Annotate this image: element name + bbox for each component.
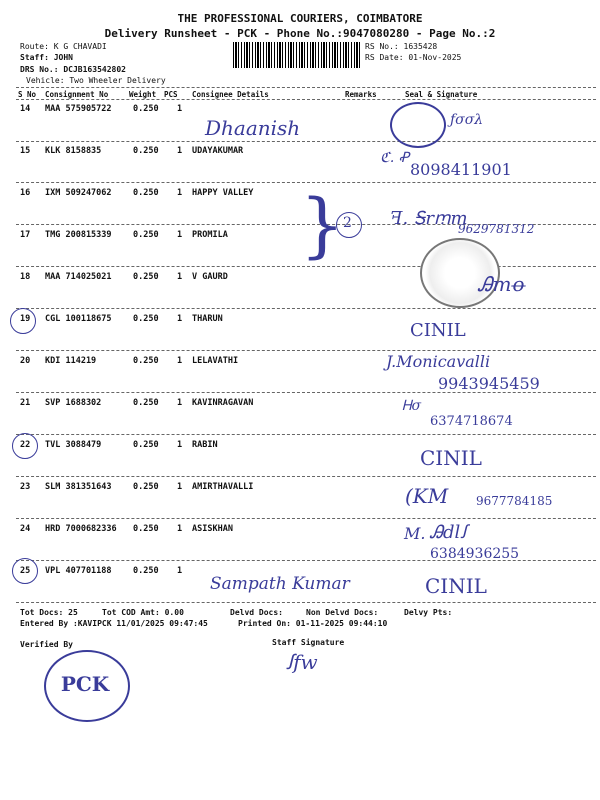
col-seal-signature: Seal & Signature: [405, 90, 478, 99]
row-sno: 17: [20, 230, 31, 240]
divider: [16, 602, 596, 603]
handwritten-signature: ꟻ. Ꭶrꭑm: [390, 208, 468, 229]
row-circle-mark: [10, 308, 36, 334]
row-consignment: IXM 509247062: [45, 188, 112, 198]
divider: [16, 308, 596, 309]
row-consignment: TVL 3088479: [45, 440, 102, 450]
non-delivered-docs: Non Delvd Docs:: [306, 608, 379, 617]
row-weight: 0.250: [133, 524, 159, 534]
handwritten-brace: }: [300, 184, 345, 266]
row-weight: 0.250: [133, 482, 159, 492]
row-consignment: SVP 1688302: [45, 398, 102, 408]
company-title: THE PROFESSIONAL COURIERS, COIMBATORE: [177, 12, 423, 25]
row-consignment: SLM 381351643: [45, 482, 112, 492]
staff-signature-label: Staff Signature: [272, 638, 345, 647]
handwritten-signature: Ꮋσ: [402, 398, 422, 414]
drs-label: DRS No.: DCJB163542802: [20, 65, 126, 74]
row-weight: 0.250: [133, 272, 159, 282]
col-consignment: Consignment No: [45, 90, 109, 99]
staff-label: Staff: JOHN: [20, 53, 73, 62]
handwritten-note: CINIL: [425, 574, 487, 598]
row-weight: 0.250: [133, 356, 159, 366]
row-sno: 25: [20, 566, 31, 576]
row-pcs: 1: [177, 272, 183, 282]
runsheet-subtitle: Delivery Runsheet - PCK - Phone No.:9047080280 - Page No.:2: [104, 27, 496, 40]
row-pcs: 1: [177, 566, 183, 576]
row-sno: 14: [20, 104, 31, 114]
row-pcs: 1: [177, 188, 183, 198]
row-weight: 0.250: [133, 146, 159, 156]
row-pcs: 1: [177, 440, 183, 450]
printed-on: Printed On: 01-11-2025 09:44:10: [238, 619, 388, 628]
row-weight: 0.250: [133, 104, 159, 114]
col-remarks: Remarks: [345, 90, 377, 99]
row-circle-mark: [12, 558, 38, 584]
row-consignment: VPL 407701188: [45, 566, 112, 576]
row-weight: 0.250: [133, 230, 159, 240]
divider: [16, 141, 596, 142]
row-consignee: HAPPY VALLEY: [192, 188, 254, 198]
row-consignee: THARUN: [192, 314, 223, 324]
row-sno: 20: [20, 356, 31, 366]
divider: [16, 434, 596, 435]
row-sno: 15: [20, 146, 31, 156]
total-cod-amount: Tot COD Amt: 0.00: [102, 608, 184, 617]
row-consignment: MAA 575905722: [45, 104, 112, 114]
entered-by: Entered By :KAVIPCK 11/01/2025 09:47:45: [20, 619, 208, 628]
barcode: [233, 42, 361, 68]
row-sno: 18: [20, 272, 31, 282]
row-consignment: HRD 7000682336: [45, 524, 117, 534]
row-pcs: 1: [177, 398, 183, 408]
row-weight: 0.250: [133, 314, 159, 324]
total-docs: Tot Docs: 25: [20, 608, 78, 617]
col-weight: Weight: [129, 90, 157, 99]
handwritten-phone: 6374718674: [430, 414, 513, 429]
row-consignment: KDI 114219: [45, 356, 97, 366]
divider: [16, 518, 596, 519]
row-pcs: 1: [177, 524, 183, 534]
row-weight: 0.250: [133, 188, 159, 198]
handwritten-signature: ℭ. Ꝓ: [380, 150, 410, 166]
row-sno: 21: [20, 398, 31, 408]
divider: [16, 266, 596, 267]
row-consignment: CGL 100118675: [45, 314, 112, 324]
row-weight: 0.250: [133, 398, 159, 408]
divider: [16, 182, 596, 183]
row-pcs: 1: [177, 314, 183, 324]
col-consignee: Consignee Details: [192, 90, 269, 99]
row-consignee: PROMILA: [192, 230, 228, 240]
rs-date: RS Date: 01-Nov-2025: [365, 53, 462, 62]
circled-number-text: 2: [343, 215, 352, 231]
handwritten-name: Sampath Kumar: [210, 574, 350, 594]
handwritten-signature: (KM: [405, 484, 449, 508]
handwritten-phone: 9943945459: [438, 374, 540, 393]
staff-signature: ꭍfw: [286, 650, 318, 674]
row-sno: 24: [20, 524, 31, 534]
row-pcs: 1: [177, 104, 183, 114]
row-weight: 0.250: [133, 566, 159, 576]
handwritten-note: CINIL: [410, 320, 466, 341]
row-consignment: TMG 200815339: [45, 230, 112, 240]
row-weight: 0.250: [133, 440, 159, 450]
handwritten-phone: 8098411901: [410, 160, 512, 179]
handwritten-name: J.Monicavalli: [386, 352, 491, 371]
rs-number: RS No.: 1635428: [365, 42, 438, 51]
divider: [16, 99, 596, 100]
delivered-docs: Delvd Docs:: [230, 608, 283, 617]
handwritten-name: Dhaanish: [205, 116, 301, 140]
row-consignee: KAVINRAGAVAN: [192, 398, 254, 408]
delivery-points: Delvy Pts:: [404, 608, 453, 617]
row-pcs: 1: [177, 482, 183, 492]
handwritten-phone: 9677784185: [476, 494, 553, 508]
row-consignment: KLK 8158835: [45, 146, 102, 156]
row-pcs: 1: [177, 356, 183, 366]
row-consignee: UDAYAKUMAR: [192, 146, 244, 156]
handwritten-phone: 9629781312: [458, 222, 535, 236]
handwritten-initial: M.: [404, 524, 426, 543]
row-pcs: 1: [177, 146, 183, 156]
row-consignee: RABIN: [192, 440, 218, 450]
row-consignment: MAA 714025021: [45, 272, 112, 282]
row-consignee: AMIRTHAVALLI: [192, 482, 254, 492]
row-sno: 22: [20, 440, 31, 450]
row-sno: 19: [20, 314, 31, 324]
handwritten-signature: Ꭿdlꭍ: [430, 522, 467, 543]
row-consignee: LELAVATHI: [192, 356, 239, 366]
divider: [16, 350, 596, 351]
row-consignee: ASISKHAN: [192, 524, 233, 534]
courier-seal-stamp: [390, 102, 446, 148]
row-sno: 23: [20, 482, 31, 492]
col-pcs: PCS: [164, 90, 178, 99]
divider: [16, 476, 596, 477]
row-consignee: V GAURD: [192, 272, 228, 282]
divider: [16, 87, 596, 88]
handwritten-signature: Ꭿmꝋ: [478, 272, 526, 296]
row-pcs: 1: [177, 230, 183, 240]
row-sno: 16: [20, 188, 31, 198]
verified-by-label: Verified By: [20, 640, 73, 649]
handwritten-phone: 6384936255: [430, 546, 520, 562]
vehicle-label: Vehicle: Two Wheeler Delivery: [26, 76, 166, 85]
pck-stamp-text: PCK: [60, 672, 110, 696]
handwritten-note: CINIL: [420, 446, 482, 470]
route-label: Route: K G CHAVADI: [20, 42, 107, 51]
row-circle-mark: [12, 433, 38, 459]
col-sno: S No: [18, 90, 37, 99]
handwritten-signature: ƒσσλ: [450, 112, 484, 128]
